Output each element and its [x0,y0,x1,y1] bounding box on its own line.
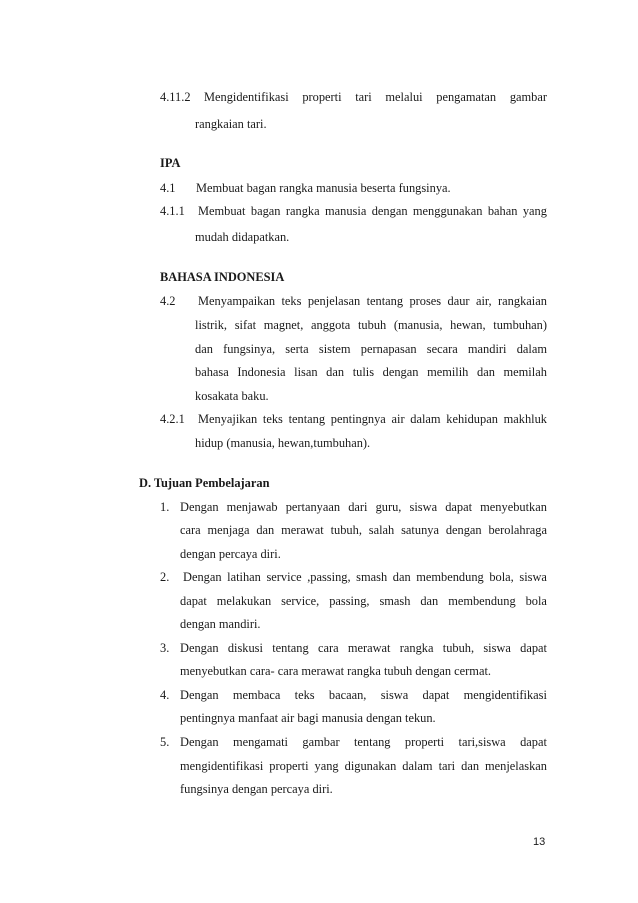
tujuan-item-line: dengan percaya diri. [180,547,281,561]
tujuan-item-line: cara menjaga dan merawat tubuh, salah satunya dengan berolahraga [180,523,547,537]
bahasa-4-2-1-line1: Menyajikan teks tentang pentingnya air dalam kehidupan makhluk [198,412,547,426]
bahasa-4-2-line: dan fungsinya, serta sistem pernapasan secara mandiri dalam [195,342,547,356]
ipa-4-1-1-number: 4.1.1 [160,204,185,218]
tujuan-item-line: menyebutkan cara- cara merawat rangka tubuh dengan cermat. [180,664,491,678]
ipa-heading: IPA [160,156,181,170]
tujuan-item-line: fungsinya dengan percaya diri. [180,782,333,796]
bahasa-4-2-line: Menyampaikan teks penjelasan tentang proses daur air, rangkaian [198,294,547,308]
page-number: 13 [533,836,546,848]
tujuan-item-number: 5. [160,735,170,749]
bahasa-4-2-1-line2: hidup (manusia, hewan,tumbuhan). [195,436,371,450]
tujuan-item-line: Dengan latihan service ,passing, smash dan membendung bola, siswa [183,570,547,584]
sec-4-11-2-line2: rangkaian tari. [195,117,267,131]
sec-4-11-2-line1: Mengidentifikasi properti tari melalui pengamatan gambar [204,90,547,104]
sec-4-11-2-number: 4.11.2 [160,90,191,104]
bahasa-heading: BAHASA INDONESIA [160,270,285,284]
bahasa-4-2-line: listrik, sifat magnet, anggota tubuh (manusia, hewan, tumbuhan) [195,318,547,332]
tujuan-item-line: dengan mandiri. [180,617,261,631]
tujuan-item-line: Dengan mengamati gambar tentang properti tari,siswa dapat [180,735,547,749]
bahasa-4-2-1-number: 4.2.1 [160,412,185,426]
ipa-4-1-1-line2: mudah didapatkan. [195,230,290,244]
tujuan-item-number: 4. [160,688,170,702]
tujuan-item-line: dapat melakukan service, passing, smash dan membendung bola [180,594,547,608]
tujuan-item-number: 1. [160,500,170,514]
tujuan-item-line: Dengan membaca teks bacaan, siswa dapat mengidentifikasi [180,688,547,702]
bahasa-4-2-number: 4.2 [160,294,176,308]
tujuan-item-line: Dengan diskusi tentang cara merawat rangka tubuh, siswa dapat [180,641,547,655]
bahasa-4-2-line: kosakata baku. [195,389,269,403]
tujuan-item-number: 3. [160,641,170,655]
bahasa-4-2-line: bahasa Indonesia lisan dan tulis dengan memilih dan memilah [195,365,547,379]
tujuan-item-number: 2. [160,570,170,584]
tujuan-item-line: Dengan menjawab pertanyaan dari guru, siswa dapat menyebutkan [180,500,547,514]
tujuan-heading: D. Tujuan Pembelajaran [139,476,270,490]
tujuan-item-line: pentingnya manfaat air bagi manusia dengan tekun. [180,711,436,725]
tujuan-item-line: mengidentifikasi properti yang digunakan dalam tari dan menjelaskan [180,759,547,773]
ipa-4-1-1-line1: Membuat bagan rangka manusia dengan menggunakan bahan yang [198,204,547,218]
ipa-4-1-text: Membuat bagan rangka manusia beserta fungsinya. [196,181,451,195]
ipa-4-1-number: 4.1 [160,181,176,195]
